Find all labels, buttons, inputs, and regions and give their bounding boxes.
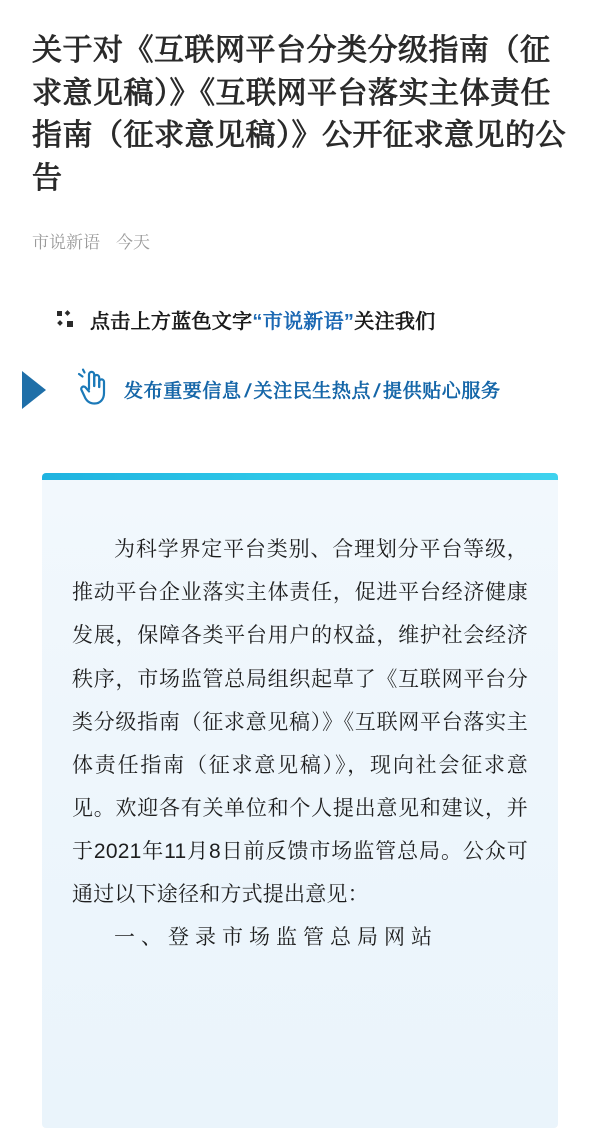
slogan-banner: [0, 368, 600, 411]
slogan-part-2: 关注民生热点: [253, 381, 372, 403]
slogan-part-3: 提供贴心服务: [383, 381, 501, 403]
body-paragraph-1: 为科学界定平台类别、合理划分平台等级，推动平台企业落实主体责任，促进平台经济健康发展，保障各类平台用户的权益，维护社会经济秩序，市场监管总局组织起草了《互联网平台分类分级指南（征求意见稿）》《互联网平台落实主体责任指南（征求意见稿）》，现向社会征求意见。欢迎各有关单位和个人提出意见和建议，并于2021年11月8日前反馈市场监管总局。公众可通过以下途径和方式提出意见：: [72, 538, 528, 906]
body-card: [42, 480, 558, 1128]
slogan-part-1: 发布重要信息: [124, 381, 242, 403]
slogan-separator-1: /: [242, 381, 253, 403]
triangle-right-icon: [22, 371, 46, 409]
slogan-text: [124, 376, 501, 403]
pointing-hand-icon: [76, 368, 110, 411]
article-meta: [32, 228, 568, 253]
slogan-separator-2: /: [371, 381, 383, 403]
body-list-item-1: 一、登录市场监管总局网站: [114, 925, 438, 949]
body-card-wrapper: [42, 473, 558, 1128]
article-header: [0, 0, 600, 253]
card-accent-bar: [42, 473, 558, 480]
account-name[interactable]: 市说新语: [32, 233, 100, 253]
page-title: 关于对《互联网平台分类分级指南（征求意见稿）》《互联网平台落实主体责任指南（征求意见稿）》公开征求意见的公告: [32, 34, 566, 195]
follow-callout-text: [90, 305, 435, 334]
follow-prefix: 点击上方蓝色文字: [90, 311, 253, 334]
follow-suffix: 关注我们: [354, 311, 436, 334]
follow-highlight[interactable]: “市说新语”: [252, 311, 355, 334]
sparkle-icon: [56, 310, 76, 330]
publish-date: 今天: [116, 233, 150, 253]
follow-callout: [0, 305, 600, 334]
